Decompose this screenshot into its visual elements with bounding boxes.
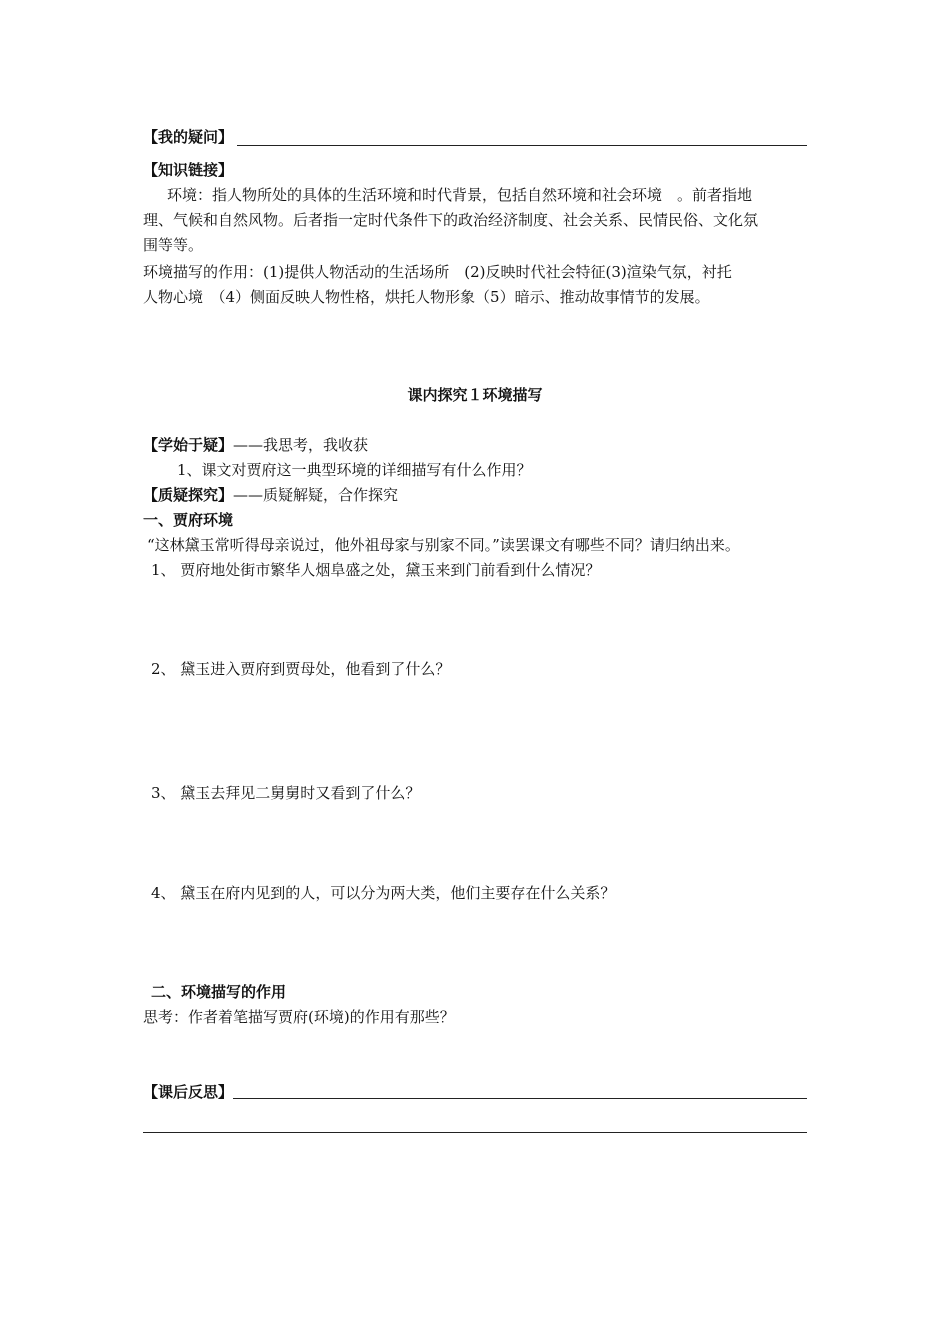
part1-question-1: 1、 贾府地处街市繁华人烟阜盛之处，黛玉来到门前看到什么情况？ [151, 561, 601, 579]
part2-think-label: 思考： [143, 1008, 189, 1026]
part1-question-2: 2、 黛玉进入贾府到贾母处，他看到了什么？ [151, 660, 451, 678]
knowledge-p1-line3: 围等等。 [143, 236, 204, 254]
explore-row [143, 483, 398, 507]
section-title: 课内探究１环境描写 [407, 386, 543, 404]
part2-think-row [143, 1005, 455, 1029]
part2-think-text: 作者着笔描写贾府(环境)的作用有那些？ [188, 1008, 455, 1026]
part1-heading: 一、贾府环境 [143, 511, 234, 529]
questions-label: 【我的疑问】 [143, 128, 234, 146]
part1-question-4: 4、 黛玉在府内见到的人，可以分为两大类，他们主要存在什么关系？ [151, 884, 616, 902]
part2-heading: 二、环境描写的作用 [151, 983, 287, 1001]
explore-label: 【质疑探究】 [143, 486, 234, 504]
knowledge-p2-line1: 环境描写的作用：(1)提供人物活动的生活场所 (2)反映时代社会特征(3)渲染气氛，衬托 [143, 263, 732, 281]
reflection-label: 【课后反思】 [143, 1083, 234, 1101]
learn-question-1: 1、课文对贾府这一典型环境的详细描写有什么作用？ [177, 461, 532, 479]
questions-answer-line [237, 145, 807, 146]
knowledge-p2-line2: 人物心境 （4）侧面反映人物性格，烘托人物形象（5）暗示、推动故事情节的发展。 [143, 288, 710, 306]
reflection-answer-line-1 [233, 1098, 807, 1099]
learn-label: 【学始于疑】 [143, 436, 234, 454]
learn-row [143, 433, 368, 457]
reflection-answer-line-2 [143, 1132, 807, 1133]
learn-text: ——我思考，我收获 [233, 436, 369, 454]
explore-text: ——质疑解疑，合作探究 [233, 486, 399, 504]
knowledge-heading: 【知识链接】 [143, 161, 234, 179]
part1-intro: “这林黛玉常听得母亲说过，他外祖母家与别家不同。”读罢课文有哪些不同？请归纳出来。 [147, 536, 740, 554]
knowledge-p1-line1: 环境：指人物所处的具体的生活环境和时代背景，包括自然环境和社会环境 。前者指地 [167, 186, 753, 204]
knowledge-p1-line2: 理、气候和自然风物。后者指一定时代条件下的政治经济制度、社会关系、民情民俗、文化氛 [143, 211, 759, 229]
part1-question-3: 3、 黛玉去拜见二舅舅时又看到了什么？ [151, 784, 421, 802]
